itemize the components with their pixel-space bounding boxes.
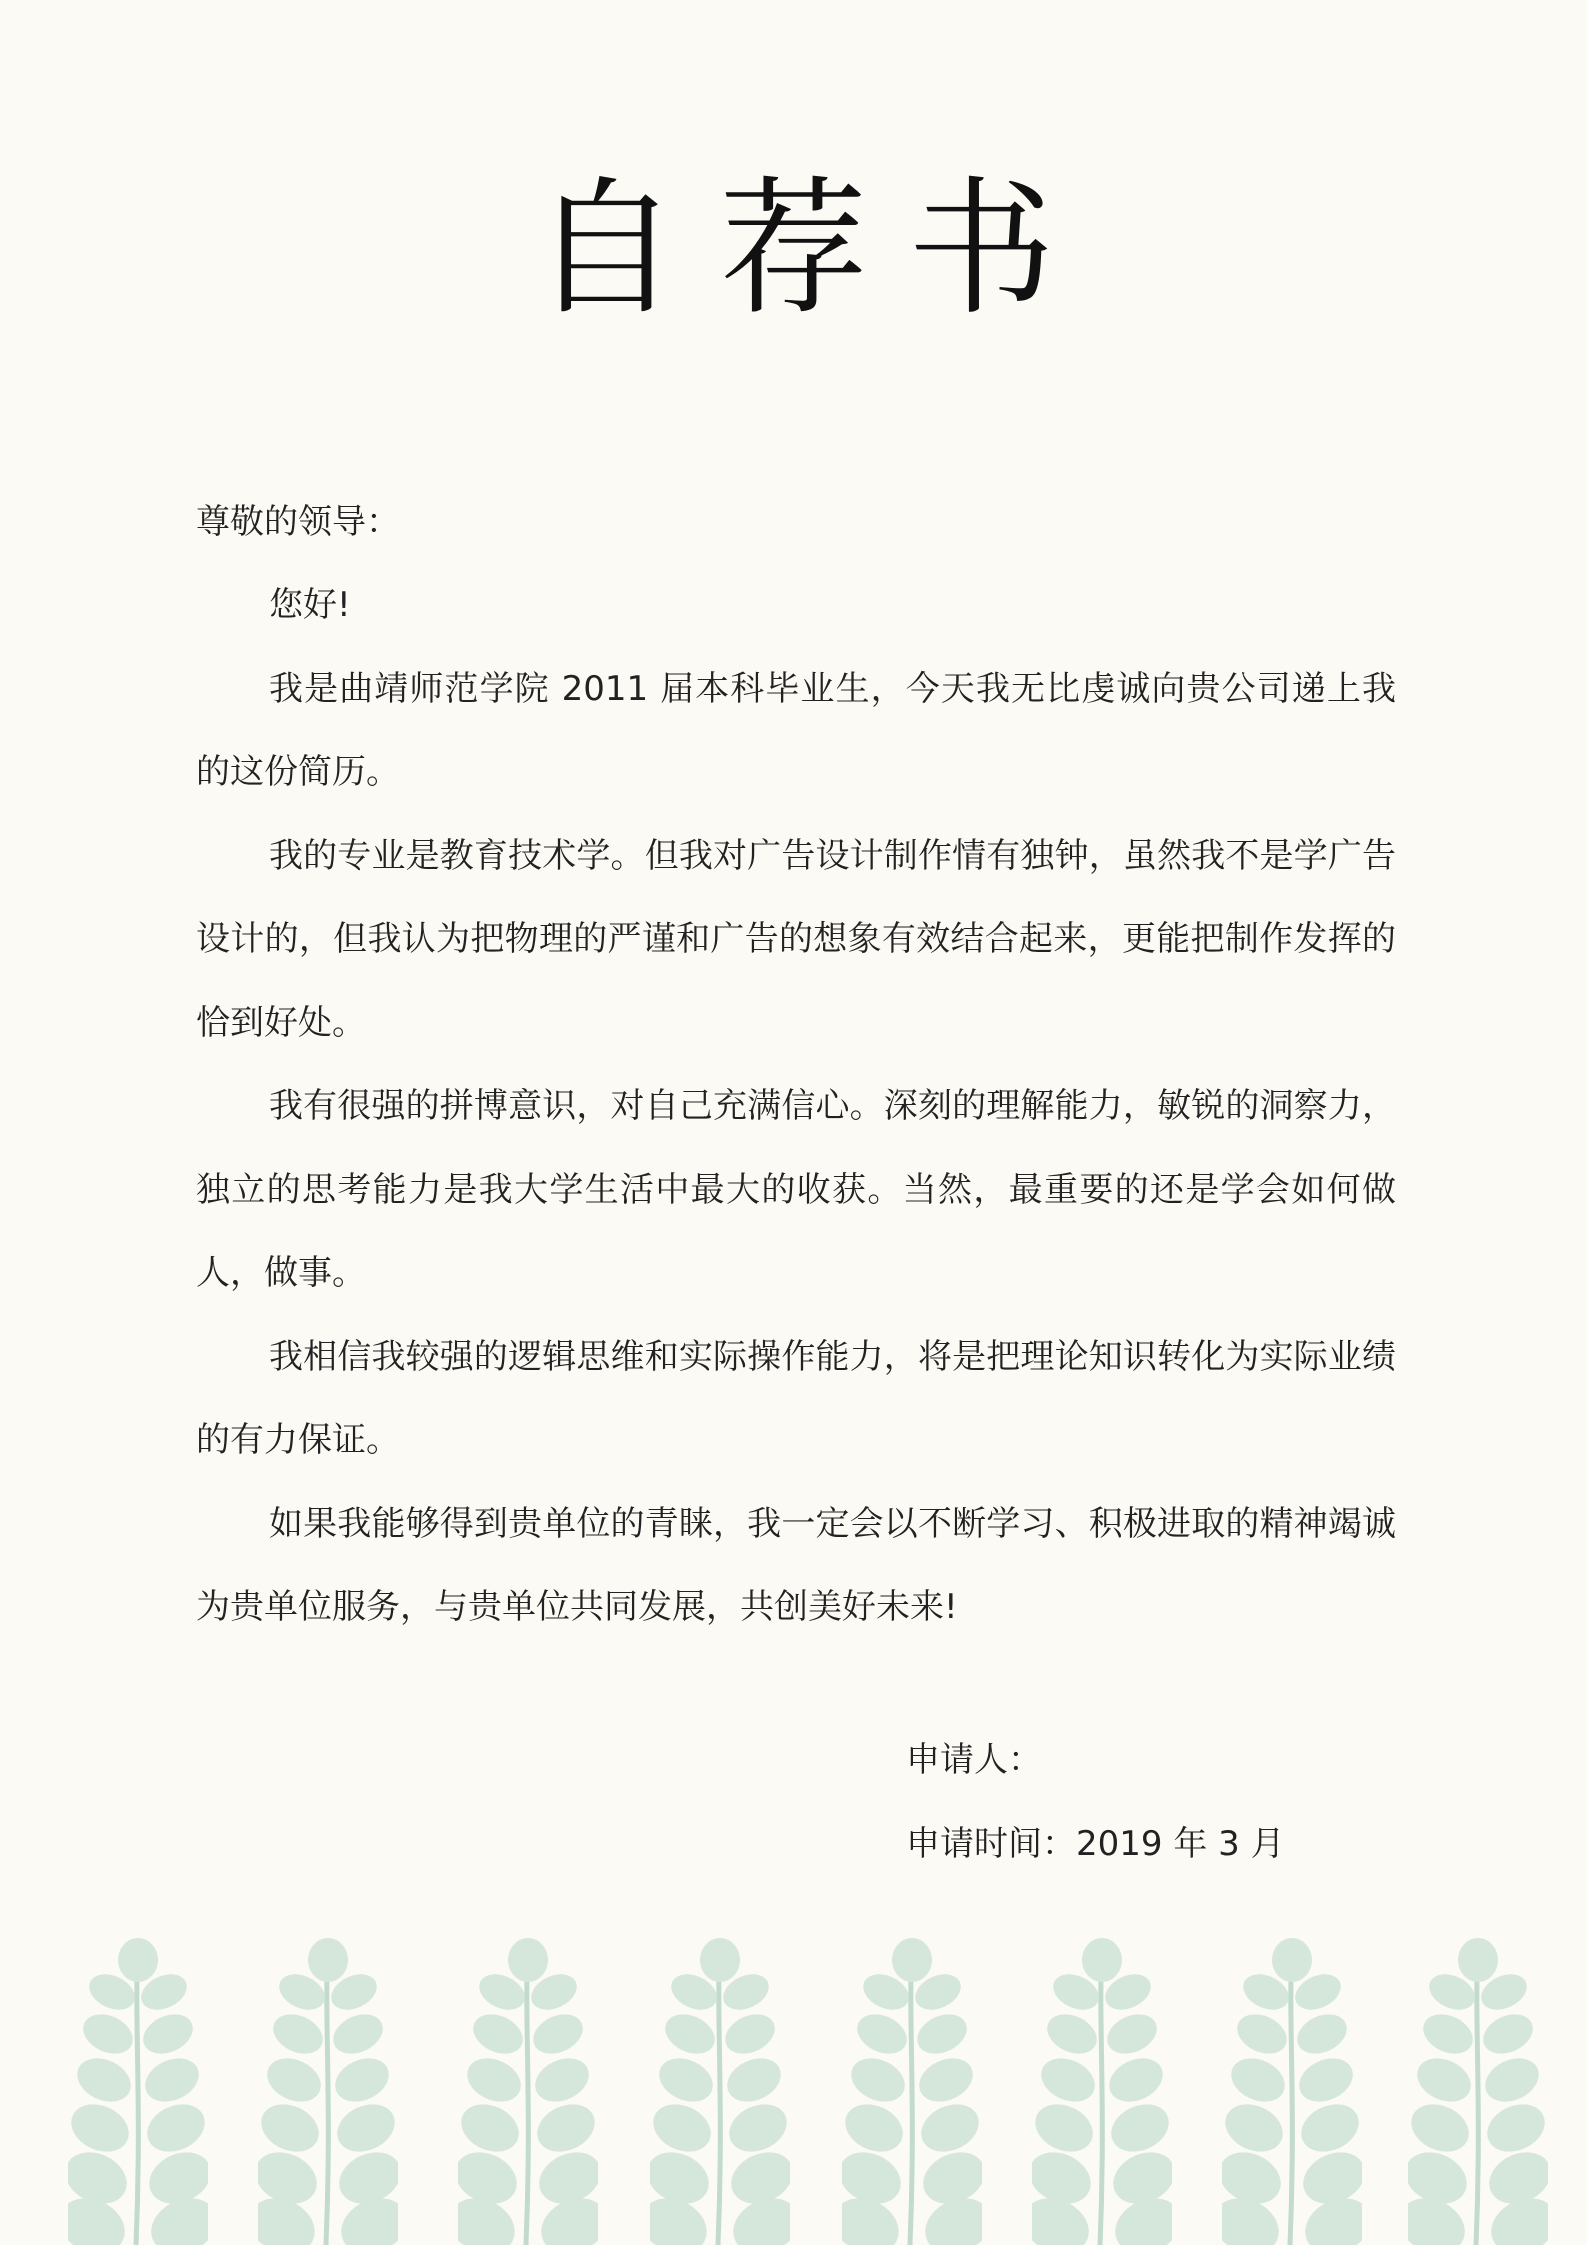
paragraph-ability: 我相信我较强的逻辑思维和实际操作能力，将是把理论知识转化为实际业绩的有力保证。 [196, 1336, 1396, 1460]
leaf-sprig-icon [458, 1930, 598, 2245]
application-date: 申请时间：2019 年 3 月 [906, 1824, 1285, 1864]
applicant-label: 申请人： [906, 1740, 1042, 1780]
paragraph-major: 我的专业是教育技术学。但我对广告设计制作情有独钟，虽然我不是学广告设计的，但我认为把物理的严谨和广告的想象有效结合起来，更能把制作发挥的恰到好处。 [196, 835, 1396, 1043]
document-title: 自荐书 [531, 163, 1096, 335]
letter-body [196, 480, 1396, 1650]
leaf-sprig-icon [1222, 1930, 1362, 2245]
leaf-sprig-icon [1408, 1930, 1548, 2245]
leaf-sprig-icon [842, 1930, 982, 2245]
leaf-sprig-icon [650, 1930, 790, 2245]
paragraph-greeting: 您好! [269, 585, 351, 625]
salutation: 尊敬的领导： [196, 502, 400, 542]
paragraph-strengths: 我有很强的拼博意识，对自己充满信心。深刻的理解能力，敏锐的洞察力，独立的思考能力是我大学生活中最大的收获。当然，最重要的还是学会如何做人，做事。 [196, 1086, 1396, 1293]
footer-decoration [0, 1930, 1587, 2245]
leaf-sprig-icon [258, 1930, 398, 2245]
signature-block [906, 1718, 1285, 1886]
paragraph-closing: 如果我能够得到贵单位的青睐，我一定会以不断学习、积极进取的精神竭诚为贵单位服务，与贵单位共同发展，共创美好未来! [196, 1503, 1396, 1627]
leaf-sprig-icon [68, 1930, 208, 2245]
paragraph-introduction: 我是曲靖师范学院 2011 届本科毕业生，今天我无比虔诚向贵公司递上我的这份简历。 [196, 668, 1396, 792]
leaf-sprig-icon [1032, 1930, 1172, 2245]
